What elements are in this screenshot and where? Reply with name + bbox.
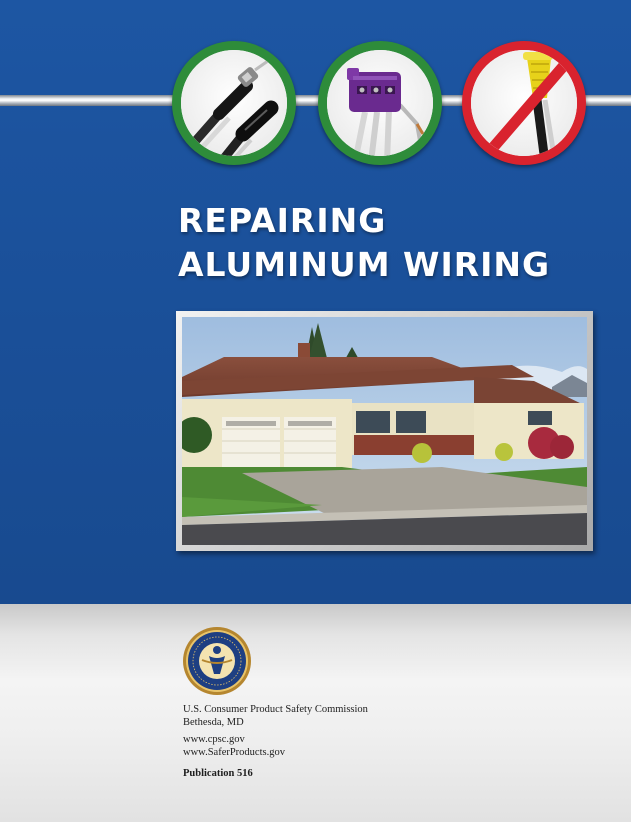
twist-on-wire-nut-icon [462,41,586,165]
website-saferproducts-link[interactable]: www.SaferProducts.gov [183,747,285,758]
page-title [178,199,550,287]
agency-name: U.S. Consumer Product Safety Commission [183,704,368,715]
publisher-info [183,703,368,780]
title-line-1: REPAIRING [178,201,387,240]
cpsc-seal-logo [182,626,252,696]
agency-location: Bethesda, MD [183,717,244,728]
house-photo [176,311,593,551]
purple-connector-icon [318,41,442,165]
website-cpsc-link[interactable]: www.cpsc.gov [183,734,245,745]
publication-number: Publication 516 [183,768,253,779]
crimp-connector-icon [172,41,296,165]
title-line-2: ALUMINUM WIRING [178,245,551,284]
